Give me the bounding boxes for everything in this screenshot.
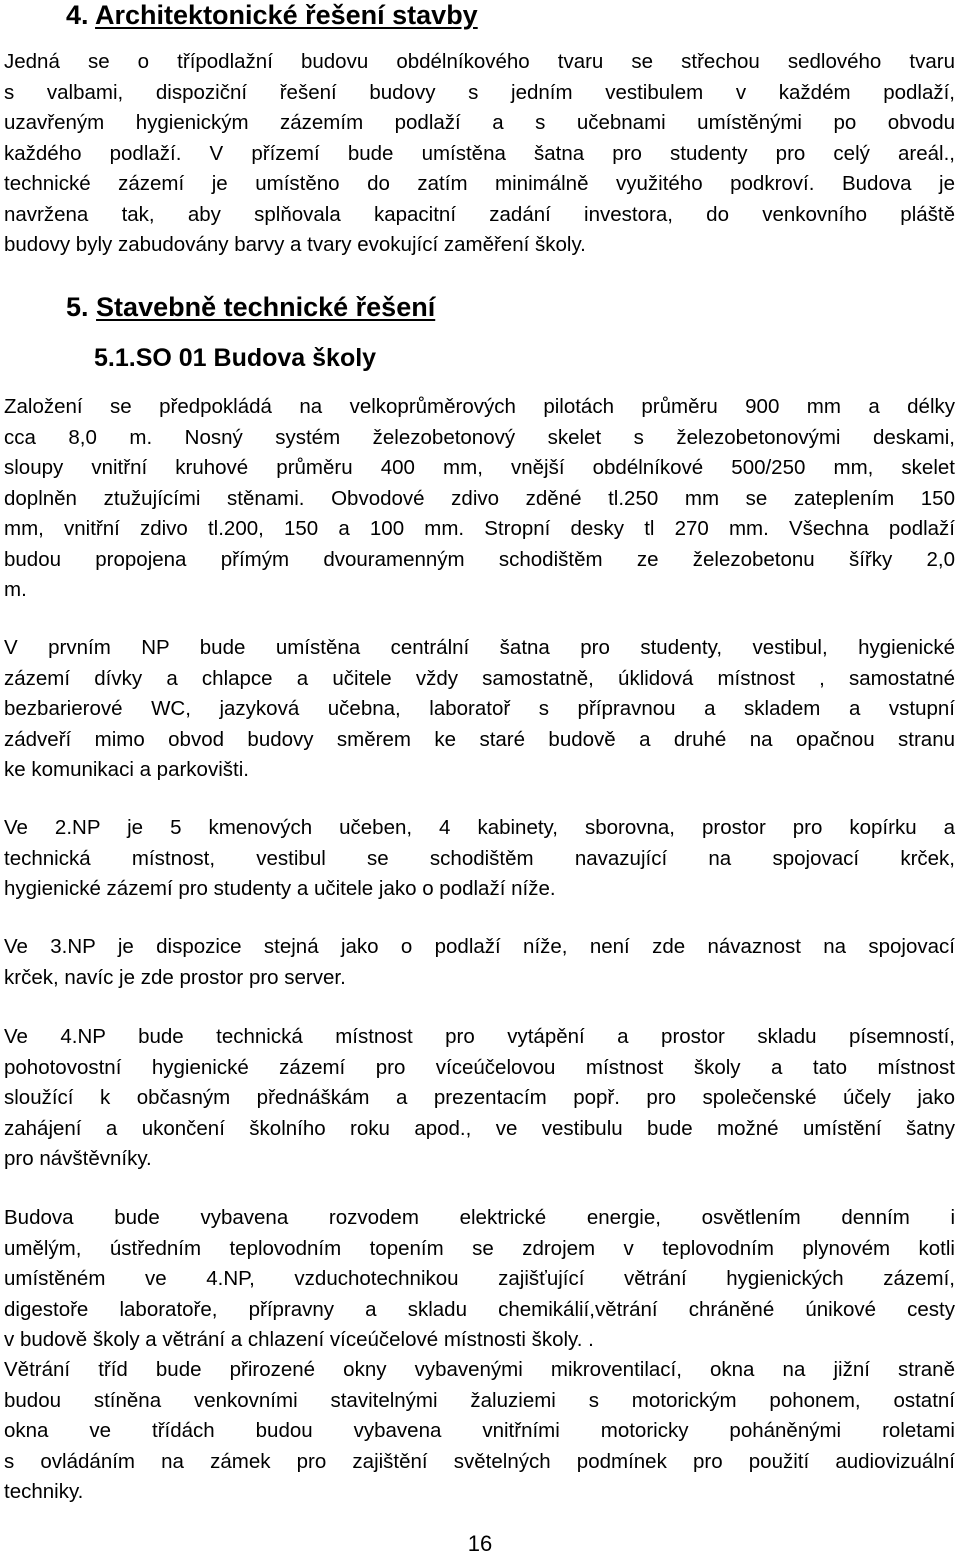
text-line: pro návštěvníky. xyxy=(4,1147,152,1170)
paragraph-third-floor xyxy=(4,932,955,993)
text-line: ke komunikaci a parkovišti. xyxy=(4,758,249,781)
text-line: zádveří mimo obvod budovy směrem ke staré budově a druhé na opačnou stranu xyxy=(4,727,955,751)
page-number: 16 xyxy=(467,1531,493,1556)
paragraph-second-floor xyxy=(4,813,955,905)
text-line: budou stíněna venkovními stavitelnými žaluziemi s motorickým pohonem, ostatní xyxy=(4,1388,955,1412)
text-line: pohotovostní hygienické zázemí pro víceúčelovou místnost školy a tato místnost xyxy=(4,1055,955,1079)
paragraph-foundation-structure xyxy=(4,392,955,606)
text-line: každého podlaží. V přízemí bude umístěna šatna pro studenty pro celý areál., xyxy=(4,141,955,165)
paragraph-fourth-floor xyxy=(4,1022,955,1175)
text-line: Jedná se o třípodlažní budovu obdélníkového tvaru se střechou sedlového tvaru xyxy=(4,50,955,73)
text-line: navržena tak, aby splňovala kapacitní zadání investora, do venkovního pláště xyxy=(4,202,955,226)
text-line: Ve 4.NP bude technická místnost pro vytápění a prostor skladu písemností, xyxy=(4,1025,955,1048)
heading-architectural-solution xyxy=(66,0,478,32)
text-line: s ovládáním na zámek pro zajištění světelných podmínek pro použití audiovizuální xyxy=(4,1449,955,1473)
heading-title: Stavebně technické řešení xyxy=(96,292,436,322)
text-line: Založení se předpokládá na velkoprůměrových pilotách průměru 900 mm a délky xyxy=(4,395,955,418)
text-line: v budově školy a větrání a chlazení víceúčelové místnosti školy. . xyxy=(4,1328,594,1351)
text-line: Ve 3.NP je dispozice stejná jako o podlaží níže, není zde návaznost na spojovací xyxy=(4,935,955,958)
paragraph-first-floor xyxy=(4,633,955,786)
text-line: Ve 2.NP je 5 kmenových učeben, 4 kabinety, sborovna, prostor pro kopírku a xyxy=(4,816,955,839)
paragraph-architecture xyxy=(4,47,955,261)
text-line: sloupy vnitřní kruhové průměru 400 mm, vnější obdélníkové 500/250 mm, skelet xyxy=(4,456,955,479)
text-line: doplněn ztužujícími stěnami. Obvodové zdivo zděné tl.250 mm se zateplením 150 xyxy=(4,486,955,510)
text-line: s valbami, dispoziční řešení budovy s jedním vestibulem v každém podlaží, xyxy=(4,80,955,104)
text-line: m. xyxy=(4,578,27,601)
text-line: technická místnost, vestibul se schodištěm navazující na spojovací krček, xyxy=(4,846,955,870)
text-line: zahájení a ukončení školního roku apod., ve vestibulu bude možné umístění šatny xyxy=(4,1116,955,1140)
heading-number: 4. xyxy=(66,0,89,30)
text-line: techniky. xyxy=(4,1480,84,1503)
heading-number: 5. xyxy=(66,292,89,322)
heading-title: Architektonické řešení stavby xyxy=(95,0,478,30)
text-line: V prvním NP bude umístěna centrální šatna pro studenty, vestibul, hygienické xyxy=(4,636,955,659)
paragraph-ventilation xyxy=(4,1355,955,1508)
text-line: digestoře laboratoře, přípravny a skladu chemikálií,větrání chráněné únikové cesty xyxy=(4,1297,955,1321)
text-line: Budova bude vybavena rozvodem elektrické energie, osvětlením denním i xyxy=(4,1206,955,1229)
text-line: technické zázemí je umístěno do zatím minimálně využitého podkroví. Budova je xyxy=(4,172,955,195)
heading-so01-school-building: 5.1.SO 01 Budova školy xyxy=(94,344,377,372)
text-line: krček, navíc je zde prostor pro server. xyxy=(4,965,346,989)
text-line: cca 8,0 m. Nosný systém železobetonový skelet s železobetonovými deskami, xyxy=(4,425,955,449)
text-line: Větrání tříd bude přirozené okny vybavenými mikroventilací, okna na jižní straně xyxy=(4,1358,955,1381)
text-line: hygienické zázemí pro studenty a učitele jako o podlaží níže. xyxy=(4,877,556,900)
text-line: budovy byly zabudovány barvy a tvary evokující zaměření školy. xyxy=(4,233,586,256)
text-line: uzavřeným hygienickým zázemím podlaží a s učebnami umístěnými po obvodu xyxy=(4,111,955,134)
text-line: okna ve třídách budou vybavena vnitřními motoricky poháněnými roletami xyxy=(4,1419,955,1442)
heading-structural-solution xyxy=(66,290,435,324)
text-line: bezbarierové WC, jazyková učebna, laboratoř s přípravnou a skladem a vstupní xyxy=(4,697,955,720)
text-line: sloužící k občasným přednáškám a prezentacím popř. pro společenské účely jako xyxy=(4,1086,955,1109)
paragraph-building-services xyxy=(4,1203,955,1356)
text-line: mm, vnitřní zdivo tl.200, 150 a 100 mm. Stropní desky tl 270 mm. Všechna podlaží xyxy=(4,517,955,540)
text-line: budou propojena přímým dvouramenným schodištěm ze železobetonu šířky 2,0 xyxy=(4,547,955,571)
text-line: umístěném ve 4.NP, vzduchotechnikou zajišťující větrání hygienických zázemí, xyxy=(4,1267,955,1290)
text-line: umělým, ústředním teplovodním topením se zdrojem v teplovodním plynovém kotli xyxy=(4,1236,955,1260)
text-line: zázemí dívky a chlapce a učitele vždy samostatně, úklidová místnost , samostatné xyxy=(4,666,955,690)
